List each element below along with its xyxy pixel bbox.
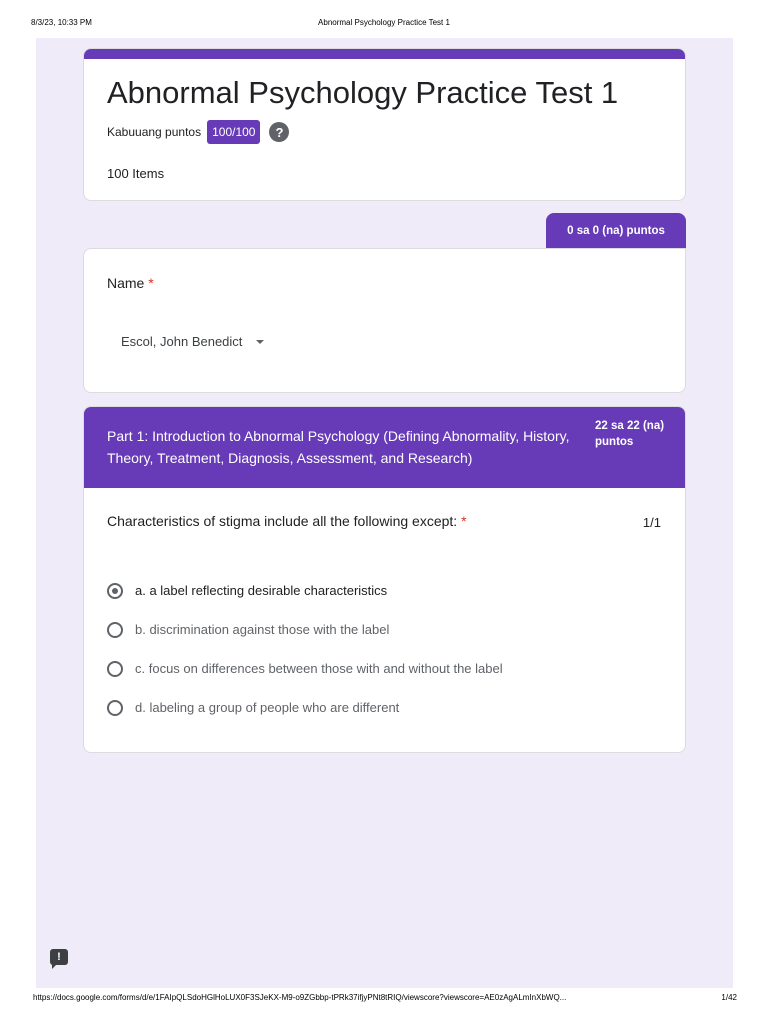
form-title-card — [83, 48, 686, 201]
option-label: d. labeling a group of people who are different — [135, 700, 400, 715]
question-score: 1/1 — [642, 515, 661, 530]
option-label: a. a label reflecting desirable characteristics — [135, 583, 388, 598]
radio-checked-icon[interactable] — [107, 583, 123, 599]
total-points-label: Kabuuang puntos — [107, 125, 202, 139]
name-question-label — [107, 275, 154, 291]
option-a[interactable] — [107, 571, 503, 610]
radio-unchecked-icon[interactable] — [107, 622, 123, 638]
option-d[interactable] — [107, 688, 503, 727]
total-points-row — [107, 120, 289, 144]
print-title: Abnormal Psychology Practice Test 1 — [318, 18, 450, 27]
total-points-badge: 100/100 — [207, 120, 260, 144]
required-mark: * — [148, 275, 154, 291]
help-icon[interactable]: ? — [269, 122, 289, 142]
option-b[interactable] — [107, 610, 503, 649]
option-label: b. discrimination against those with the label — [135, 622, 390, 637]
option-label: c. focus on differences between those with and without the label — [135, 661, 503, 676]
items-count: 100 Items — [107, 166, 165, 181]
option-c[interactable] — [107, 649, 503, 688]
question-label: Characteristics of stigma include all the following except: — [107, 513, 458, 529]
section-points: 22 sa 22 (na) puntos — [595, 420, 665, 448]
section-card — [83, 406, 686, 753]
name-question-card — [83, 248, 686, 393]
feedback-icon[interactable]: ! — [50, 949, 68, 965]
name-label-text: Name — [107, 275, 145, 291]
section-title: Part 1: Introduction to Abnormal Psychology (Defining Abnormality, History, Theory, Treatment, Diagnosis, Assessment, and Research) — [107, 428, 570, 466]
answer-options — [107, 571, 503, 727]
title-accent-bar — [84, 49, 685, 59]
name-dropdown[interactable] — [121, 334, 264, 349]
radio-unchecked-icon[interactable] — [107, 661, 123, 677]
question-text — [107, 513, 467, 529]
required-mark: * — [461, 513, 467, 529]
form-title: Abnormal Psychology Practice Test 1 — [107, 75, 619, 110]
print-date: 8/3/23, 10:33 PM — [31, 18, 92, 27]
name-dropdown-value: Escol, John Benedict — [121, 334, 243, 349]
print-url: https://docs.google.com/forms/d/e/1FAIpQLSdoHGlHoLUX0F3SJeKX-M9-o9ZGbbp-tPRk37ifjyPNt8tRIQ/viewscore?viewscore=AE0zAgALmInXbWQ... — [33, 993, 567, 1002]
section-header — [84, 407, 685, 488]
radio-unchecked-icon[interactable] — [107, 700, 123, 716]
page-number: 1/42 — [721, 993, 737, 1002]
points-tab: 0 sa 0 (na) puntos — [546, 213, 686, 248]
form-canvas — [36, 38, 733, 988]
dropdown-icon — [256, 340, 264, 344]
